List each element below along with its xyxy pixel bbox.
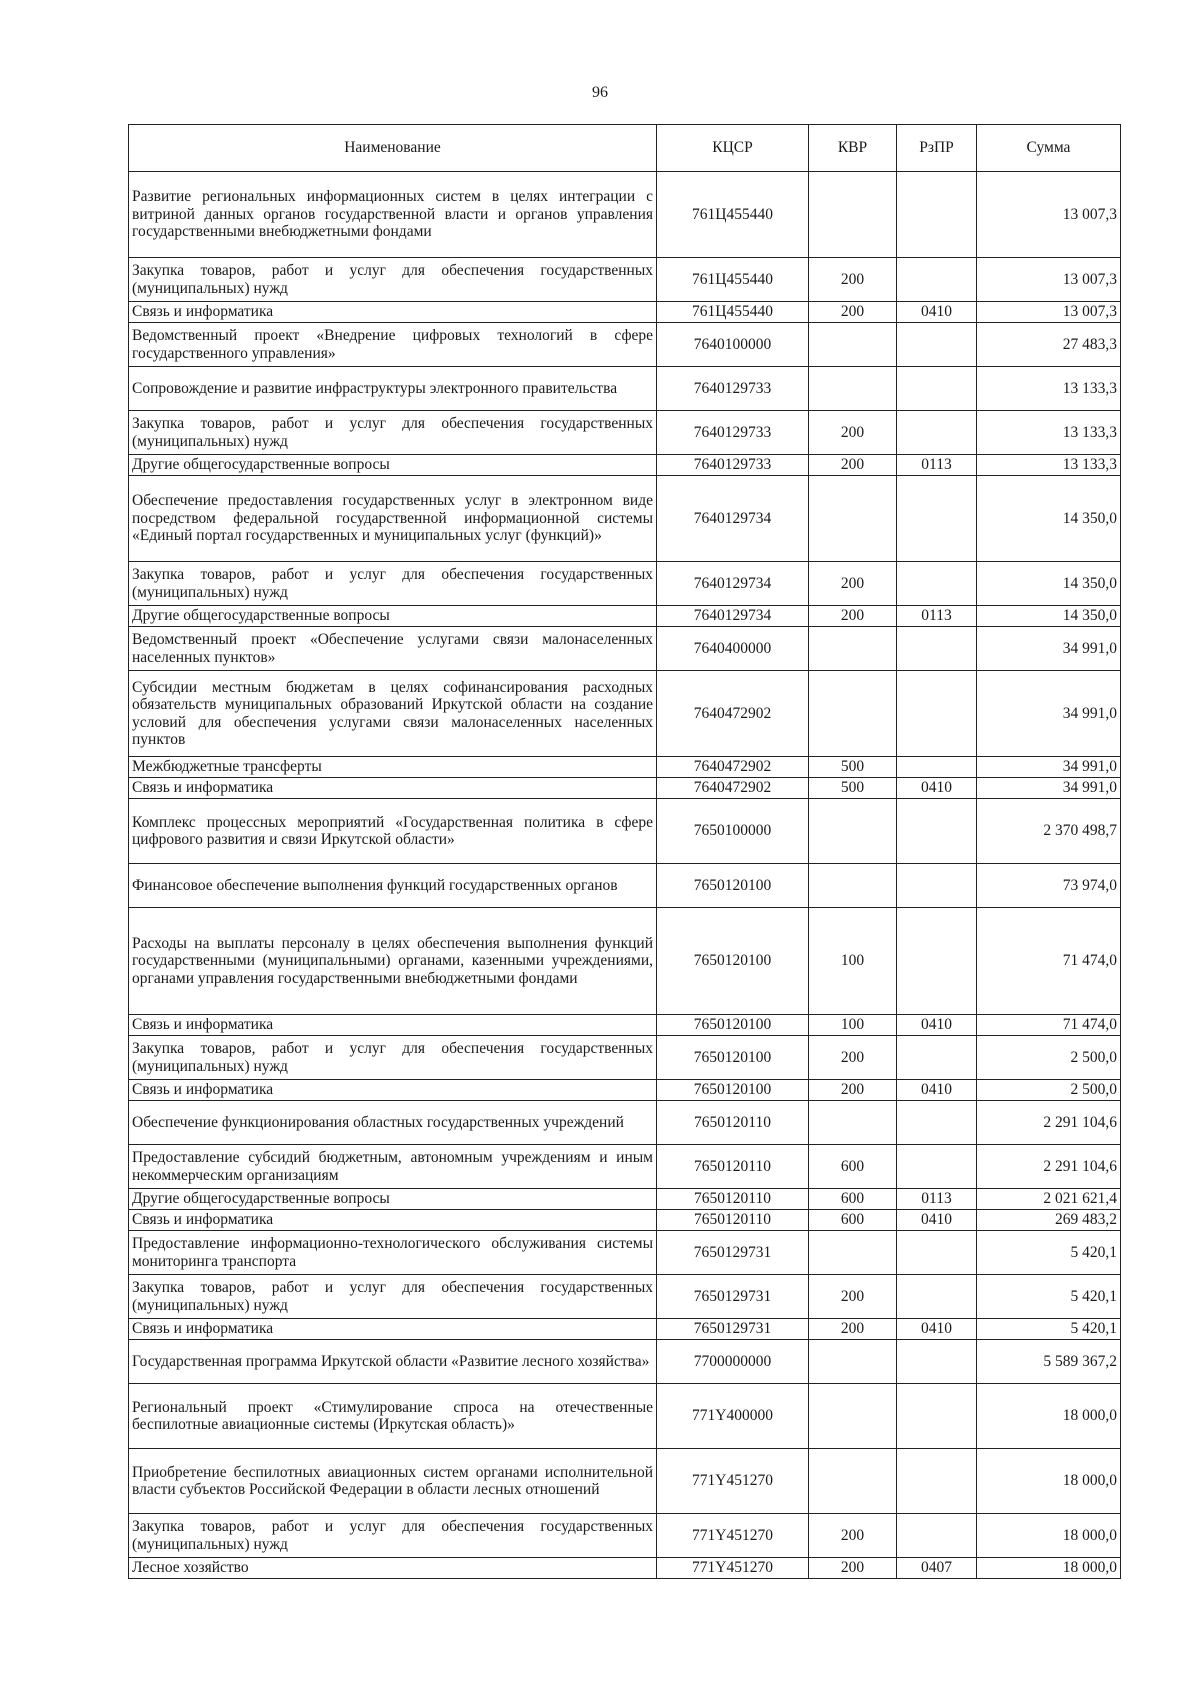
cell-kcsr: 771Y451270 — [657, 1449, 809, 1514]
cell-name: Другие общегосударственные вопросы — [129, 1189, 657, 1210]
cell-name: Сопровождение и развитие инфраструктуры электронного правительства — [129, 367, 657, 411]
cell-kvr — [809, 671, 897, 757]
cell-kvr: 100 — [809, 908, 897, 1015]
cell-name: Закупка товаров, работ и услуг для обеспечения государственных (муниципальных) нужд — [129, 258, 657, 302]
cell-kvr — [809, 367, 897, 411]
table-row — [129, 908, 1121, 1015]
cell-sum: 2 500,0 — [977, 1080, 1121, 1101]
cell-rzpr: 0410 — [897, 1210, 977, 1231]
cell-name: Закупка товаров, работ и услуг для обеспечения государственных (муниципальных) нужд — [129, 1036, 657, 1080]
table-row — [129, 172, 1121, 258]
cell-kvr — [809, 799, 897, 864]
cell-rzpr: 0113 — [897, 606, 977, 627]
table-row — [129, 1145, 1121, 1189]
cell-kvr: 100 — [809, 1015, 897, 1036]
cell-kvr — [809, 172, 897, 258]
table-row — [129, 1101, 1121, 1145]
cell-name: Развитие региональных информационных систем в целях интеграции с витриной данных органов государственной власти и органов управления государственными внебюджетными фондами — [129, 172, 657, 258]
cell-name: Связь и информатика — [129, 302, 657, 323]
table-row — [129, 1514, 1121, 1558]
table-body — [129, 172, 1121, 1579]
cell-rzpr — [897, 258, 977, 302]
cell-name: Закупка товаров, работ и услуг для обеспечения государственных (муниципальных) нужд — [129, 1275, 657, 1319]
cell-name: Приобретение беспилотных авиационных систем органами исполнительной власти субъектов Российской Федерации в области лесных отношений — [129, 1449, 657, 1514]
table-row — [129, 1231, 1121, 1275]
cell-kvr: 500 — [809, 757, 897, 778]
cell-kcsr: 761Ц455440 — [657, 172, 809, 258]
table-row — [129, 1558, 1121, 1579]
cell-sum: 34 991,0 — [977, 757, 1121, 778]
cell-name: Другие общегосударственные вопросы — [129, 606, 657, 627]
cell-rzpr: 0410 — [897, 778, 977, 799]
cell-sum: 27 483,3 — [977, 323, 1121, 367]
cell-sum: 18 000,0 — [977, 1449, 1121, 1514]
cell-kcsr: 761Ц455440 — [657, 302, 809, 323]
table-row — [129, 778, 1121, 799]
cell-rzpr — [897, 562, 977, 606]
cell-rzpr: 0113 — [897, 1189, 977, 1210]
cell-name: Связь и информатика — [129, 1210, 657, 1231]
header-kcsr: КЦСР — [657, 125, 809, 172]
cell-kvr: 200 — [809, 1558, 897, 1579]
cell-rzpr — [897, 1101, 977, 1145]
table-row — [129, 562, 1121, 606]
table-header-row — [129, 125, 1121, 172]
cell-kvr: 200 — [809, 1319, 897, 1340]
cell-kcsr: 7640129734 — [657, 562, 809, 606]
table-row — [129, 1210, 1121, 1231]
cell-kcsr: 7640472902 — [657, 778, 809, 799]
cell-kvr — [809, 1340, 897, 1384]
cell-sum: 13 133,3 — [977, 455, 1121, 476]
cell-sum: 14 350,0 — [977, 606, 1121, 627]
cell-kcsr: 7640472902 — [657, 757, 809, 778]
table-row — [129, 671, 1121, 757]
cell-kcsr: 7700000000 — [657, 1340, 809, 1384]
cell-kcsr: 7650120100 — [657, 1080, 809, 1101]
cell-name: Финансовое обеспечение выполнения функций государственных органов — [129, 864, 657, 908]
cell-kvr — [809, 1449, 897, 1514]
cell-name: Расходы на выплаты персоналу в целях обеспечения выполнения функций государственными (муниципальными) органами, казенными учреждениями, органами управления государственными внебюджетными фондами — [129, 908, 657, 1015]
cell-kcsr: 7640100000 — [657, 323, 809, 367]
budget-table — [128, 124, 1121, 1579]
cell-name: Субсидии местным бюджетам в целях софинансирования расходных обязательств муниципальных образований Иркутской области на создание условий для обеспечения услугами связи малонаселенных населенных пунктов — [129, 671, 657, 757]
cell-name: Ведомственный проект «Обеспечение услугами связи малонаселенных населенных пунктов» — [129, 627, 657, 671]
cell-kcsr: 7640129733 — [657, 367, 809, 411]
cell-kcsr: 7650120100 — [657, 1036, 809, 1080]
cell-kvr: 200 — [809, 258, 897, 302]
cell-sum: 5 420,1 — [977, 1275, 1121, 1319]
cell-name: Предоставление субсидий бюджетным, автономным учреждениям и иным некоммерческим организациям — [129, 1145, 657, 1189]
table-row — [129, 1015, 1121, 1036]
cell-kcsr: 7650120100 — [657, 1015, 809, 1036]
cell-kvr — [809, 323, 897, 367]
cell-sum: 2 500,0 — [977, 1036, 1121, 1080]
cell-rzpr — [897, 1275, 977, 1319]
cell-sum: 2 291 104,6 — [977, 1101, 1121, 1145]
cell-name: Закупка товаров, работ и услуг для обеспечения государственных (муниципальных) нужд — [129, 1514, 657, 1558]
cell-name: Обеспечение предоставления государственных услуг в электронном виде посредством федеральной государственной информационной системы «Единый портал государственных и муниципальных услуг (функций)» — [129, 476, 657, 562]
table-row — [129, 302, 1121, 323]
cell-rzpr — [897, 908, 977, 1015]
cell-sum: 13 007,3 — [977, 302, 1121, 323]
cell-kvr: 600 — [809, 1210, 897, 1231]
cell-sum: 13 133,3 — [977, 411, 1121, 455]
cell-kvr: 200 — [809, 1080, 897, 1101]
cell-kvr: 200 — [809, 302, 897, 323]
cell-rzpr — [897, 323, 977, 367]
cell-kcsr: 761Ц455440 — [657, 258, 809, 302]
table-row — [129, 476, 1121, 562]
cell-sum: 18 000,0 — [977, 1384, 1121, 1449]
cell-sum: 13 007,3 — [977, 172, 1121, 258]
table-row — [129, 455, 1121, 476]
table-row — [129, 323, 1121, 367]
cell-sum: 13 007,3 — [977, 258, 1121, 302]
cell-rzpr: 0410 — [897, 1319, 977, 1340]
cell-kvr: 200 — [809, 455, 897, 476]
cell-sum: 2 021 621,4 — [977, 1189, 1121, 1210]
cell-sum: 73 974,0 — [977, 864, 1121, 908]
cell-kcsr: 7650129731 — [657, 1275, 809, 1319]
cell-kvr: 200 — [809, 562, 897, 606]
cell-name: Обеспечение функционирования областных государственных учреждений — [129, 1101, 657, 1145]
table-row — [129, 864, 1121, 908]
cell-rzpr — [897, 757, 977, 778]
cell-rzpr — [897, 172, 977, 258]
cell-kvr: 200 — [809, 1514, 897, 1558]
table-row — [129, 1275, 1121, 1319]
cell-kvr — [809, 1231, 897, 1275]
cell-sum: 14 350,0 — [977, 476, 1121, 562]
cell-name: Ведомственный проект «Внедрение цифровых технологий в сфере государственного управления» — [129, 323, 657, 367]
cell-rzpr — [897, 476, 977, 562]
cell-sum: 18 000,0 — [977, 1558, 1121, 1579]
cell-kvr: 200 — [809, 1275, 897, 1319]
cell-kvr: 200 — [809, 411, 897, 455]
cell-kcsr: 7650120100 — [657, 864, 809, 908]
cell-sum: 269 483,2 — [977, 1210, 1121, 1231]
cell-kcsr: 7640129733 — [657, 411, 809, 455]
cell-sum: 71 474,0 — [977, 1015, 1121, 1036]
cell-sum: 5 589 367,2 — [977, 1340, 1121, 1384]
cell-name: Лесное хозяйство — [129, 1558, 657, 1579]
cell-name: Закупка товаров, работ и услуг для обеспечения государственных (муниципальных) нужд — [129, 411, 657, 455]
cell-kcsr: 771Y451270 — [657, 1558, 809, 1579]
cell-kcsr: 7650120100 — [657, 908, 809, 1015]
cell-kvr — [809, 476, 897, 562]
cell-sum: 18 000,0 — [977, 1514, 1121, 1558]
cell-kvr — [809, 1384, 897, 1449]
cell-rzpr — [897, 1231, 977, 1275]
cell-name: Межбюджетные трансферты — [129, 757, 657, 778]
cell-kcsr: 7650120110 — [657, 1145, 809, 1189]
cell-sum: 2 370 498,7 — [977, 799, 1121, 864]
cell-rzpr — [897, 1036, 977, 1080]
cell-kvr: 200 — [809, 1036, 897, 1080]
cell-sum: 14 350,0 — [977, 562, 1121, 606]
cell-sum: 71 474,0 — [977, 908, 1121, 1015]
table-row — [129, 606, 1121, 627]
cell-kvr: 600 — [809, 1145, 897, 1189]
table-row — [129, 258, 1121, 302]
cell-kcsr: 7650100000 — [657, 799, 809, 864]
header-kvr: КВР — [809, 125, 897, 172]
cell-name: Региональный проект «Стимулирование спроса на отечественные беспилотные авиационные системы (Иркутская область)» — [129, 1384, 657, 1449]
cell-sum: 13 133,3 — [977, 367, 1121, 411]
cell-sum: 5 420,1 — [977, 1231, 1121, 1275]
cell-rzpr — [897, 864, 977, 908]
cell-rzpr: 0410 — [897, 302, 977, 323]
table-row — [129, 411, 1121, 455]
cell-sum: 34 991,0 — [977, 627, 1121, 671]
cell-name: Предоставление информационно-технологического обслуживания системы мониторинга транспорта — [129, 1231, 657, 1275]
cell-kcsr: 7640400000 — [657, 627, 809, 671]
cell-kcsr: 7650129731 — [657, 1231, 809, 1275]
cell-rzpr: 0410 — [897, 1080, 977, 1101]
table-row — [129, 627, 1121, 671]
cell-kvr: 200 — [809, 606, 897, 627]
cell-kcsr: 7640129733 — [657, 455, 809, 476]
cell-kcsr: 7650120110 — [657, 1210, 809, 1231]
cell-kvr: 600 — [809, 1189, 897, 1210]
cell-kcsr: 7650120110 — [657, 1189, 809, 1210]
cell-rzpr — [897, 367, 977, 411]
header-name: Наименование — [129, 125, 657, 172]
table-row — [129, 799, 1121, 864]
cell-sum: 5 420,1 — [977, 1319, 1121, 1340]
cell-kvr — [809, 627, 897, 671]
cell-rzpr: 0113 — [897, 455, 977, 476]
cell-kcsr: 7640129734 — [657, 476, 809, 562]
cell-kvr — [809, 1101, 897, 1145]
table-row — [129, 1384, 1121, 1449]
table-row — [129, 1189, 1121, 1210]
cell-rzpr: 0407 — [897, 1558, 977, 1579]
table-row — [129, 757, 1121, 778]
header-rzpr: РзПР — [897, 125, 977, 172]
page-number: 96 — [592, 84, 608, 101]
table-row — [129, 1036, 1121, 1080]
cell-kvr: 500 — [809, 778, 897, 799]
cell-rzpr — [897, 671, 977, 757]
cell-kcsr: 771Y451270 — [657, 1514, 809, 1558]
cell-kcsr: 771Y400000 — [657, 1384, 809, 1449]
cell-name: Связь и информатика — [129, 1080, 657, 1101]
cell-sum: 34 991,0 — [977, 671, 1121, 757]
cell-sum: 34 991,0 — [977, 778, 1121, 799]
cell-name: Связь и информатика — [129, 1015, 657, 1036]
cell-rzpr — [897, 627, 977, 671]
table-row — [129, 1319, 1121, 1340]
cell-name: Комплекс процессных мероприятий «Государственная политика в сфере цифрового развития и связи Иркутской области» — [129, 799, 657, 864]
cell-rzpr — [897, 1384, 977, 1449]
cell-sum: 2 291 104,6 — [977, 1145, 1121, 1189]
cell-kcsr: 7650120110 — [657, 1101, 809, 1145]
cell-rzpr — [897, 411, 977, 455]
cell-kcsr: 7640472902 — [657, 671, 809, 757]
cell-name: Связь и информатика — [129, 1319, 657, 1340]
header-sum: Сумма — [977, 125, 1121, 172]
cell-name: Закупка товаров, работ и услуг для обеспечения государственных (муниципальных) нужд — [129, 562, 657, 606]
cell-rzpr — [897, 1514, 977, 1558]
cell-rzpr — [897, 799, 977, 864]
cell-name: Государственная программа Иркутской области «Развитие лесного хозяйства» — [129, 1340, 657, 1384]
table-row — [129, 1449, 1121, 1514]
cell-rzpr: 0410 — [897, 1015, 977, 1036]
cell-rzpr — [897, 1340, 977, 1384]
table-row — [129, 1340, 1121, 1384]
cell-kcsr: 7640129734 — [657, 606, 809, 627]
cell-kcsr: 7650129731 — [657, 1319, 809, 1340]
cell-kvr — [809, 864, 897, 908]
cell-name: Связь и информатика — [129, 778, 657, 799]
table-row — [129, 1080, 1121, 1101]
cell-rzpr — [897, 1449, 977, 1514]
cell-rzpr — [897, 1145, 977, 1189]
table-row — [129, 367, 1121, 411]
cell-name: Другие общегосударственные вопросы — [129, 455, 657, 476]
